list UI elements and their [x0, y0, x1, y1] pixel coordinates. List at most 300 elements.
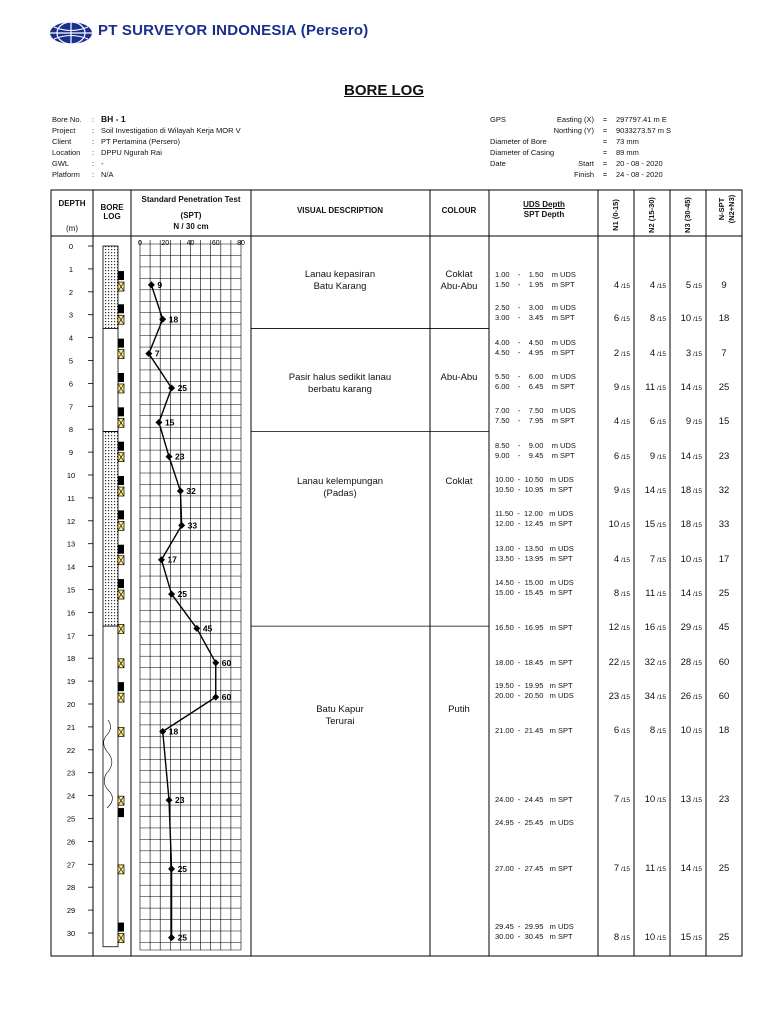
blow-count-unit: /15 — [655, 453, 666, 461]
blow-count-n2 — [636, 863, 666, 874]
blow-count-n3 — [672, 725, 702, 736]
sample-depth-lines — [495, 441, 576, 461]
blow-count-unit: /15 — [691, 694, 702, 702]
n-spt-value: 18 — [718, 725, 730, 737]
uds-sample-marker — [118, 373, 124, 382]
blow-count-unit: /15 — [691, 797, 702, 805]
blow-count-value: 14 — [644, 485, 656, 497]
blow-count-n2 — [636, 725, 666, 736]
layer-1-colour: Coklat Abu-Abu — [440, 269, 478, 292]
blow-count-unit: /15 — [655, 419, 666, 427]
header-uds-depth: UDS Depth — [523, 200, 565, 209]
blow-count-value: 18 — [680, 485, 692, 497]
sample-depth-line: 10.00 - 10.50 m UDS — [495, 475, 574, 485]
blow-count-value: 8 — [613, 931, 620, 943]
depth-label: 19 — [66, 677, 76, 687]
uds-sample-marker — [118, 442, 124, 451]
spt-point — [212, 694, 219, 701]
blow-count-n2 — [636, 932, 666, 943]
blow-count-unit: /15 — [691, 934, 702, 942]
spt-axis-label: 0 — [138, 240, 142, 247]
stratum-pasir-halus — [103, 328, 118, 431]
n-spt-value: 25 — [718, 931, 730, 943]
blow-count-unit: /15 — [619, 865, 630, 873]
blow-count-value: 26 — [680, 691, 692, 703]
blow-count-n2 — [636, 519, 666, 530]
depth-label: 4 — [68, 333, 74, 343]
blow-count-unit: /15 — [655, 625, 666, 633]
blow-count-value: 6 — [613, 725, 620, 737]
table-frame — [51, 190, 742, 956]
blow-count-unit: /15 — [691, 350, 702, 358]
spt-point — [155, 419, 162, 426]
blow-count-unit: /15 — [619, 556, 630, 564]
n-spt-value: 23 — [718, 450, 730, 462]
depth-label: 16 — [66, 608, 76, 618]
blow-count-unit: /15 — [655, 659, 666, 667]
spt-point — [212, 659, 219, 666]
n-spt-value: 15 — [718, 416, 730, 428]
header-depth-unit: (m) — [66, 224, 78, 233]
n-spt-value: 60 — [718, 656, 730, 668]
depth-label: 22 — [66, 745, 76, 755]
header-log: LOG — [103, 212, 121, 221]
blow-count-unit: /15 — [619, 316, 630, 324]
blow-count-n1 — [600, 554, 630, 565]
blow-count-unit: /15 — [691, 453, 702, 461]
blow-count-value: 4 — [613, 553, 620, 565]
blow-count-unit: /15 — [619, 283, 630, 291]
sample-depth-line: 19.50 - 19.95 m SPT — [495, 681, 573, 691]
sample-depth-lines — [495, 658, 573, 668]
sample-depth-line: 24.95 - 25.45 m UDS — [495, 818, 574, 828]
blow-count-unit: /15 — [655, 522, 666, 530]
blow-count-unit: /15 — [619, 934, 630, 942]
blow-count-value: 11 — [645, 381, 656, 393]
blow-count-n2 — [636, 416, 666, 427]
depth-label: 13 — [66, 539, 76, 549]
sample-depth-line: 30.00 - 30.45 m SPT — [495, 931, 573, 941]
header-nspt-formula: (N2+N3) — [727, 194, 736, 224]
blow-count-unit: /15 — [619, 488, 630, 496]
meta-date-start: Date Start = 20 - 08 - 2020 — [490, 159, 663, 168]
spt-point-label: 15 — [164, 417, 175, 428]
blow-count-unit: /15 — [691, 283, 702, 291]
page-title: BORE LOG — [343, 82, 424, 99]
blow-count-value: 7 — [613, 794, 620, 806]
depth-label: 2 — [68, 287, 74, 297]
sample-depth-lines — [495, 270, 576, 290]
spt-point — [148, 281, 155, 288]
blow-count-n1 — [600, 348, 630, 359]
blow-count-n3 — [672, 622, 702, 633]
sample-depth-line: 14.50 - 15.00 m UDS — [495, 578, 574, 588]
header-n3: N3 (30-45) — [683, 197, 692, 233]
blow-count-unit: /15 — [619, 694, 630, 702]
blow-count-value: 32 — [644, 656, 656, 668]
depth-label: 7 — [68, 402, 74, 412]
n-spt-value: 25 — [718, 381, 730, 393]
depth-label: 12 — [66, 516, 76, 526]
blow-count-n2 — [636, 554, 666, 565]
sample-depth-line: 5.50 - 6.00 m UDS — [495, 371, 576, 381]
sample-depth-line: 12.00 - 12.45 m SPT — [495, 519, 573, 529]
blow-count-n2 — [636, 313, 666, 324]
blow-count-unit: /15 — [655, 591, 666, 599]
n-spt-value: 25 — [718, 862, 730, 874]
depth-label: 24 — [66, 791, 76, 801]
depth-label: 26 — [66, 837, 76, 847]
sample-depth-line: 13.00 - 13.50 m UDS — [495, 543, 574, 553]
sample-depth-lines — [495, 623, 573, 633]
stratum-lanau-kelempungan — [103, 431, 118, 626]
meta-bore-no: Bore No. : BH - 1 — [52, 114, 126, 124]
blow-count-n1 — [600, 932, 630, 943]
depth-label: 28 — [66, 883, 76, 893]
blow-count-n2 — [636, 588, 666, 599]
sample-depth-line: 1.00 - 1.50 m UDS — [495, 270, 576, 280]
spt-point-label: 17 — [167, 554, 177, 565]
spt-point — [177, 488, 184, 495]
blow-count-unit: /15 — [691, 384, 702, 392]
sample-depth-lines — [495, 544, 574, 564]
blow-count-n1 — [600, 794, 630, 805]
blow-count-unit: /15 — [619, 659, 630, 667]
blow-count-value: 14 — [680, 588, 692, 600]
blow-count-n1 — [600, 725, 630, 736]
sample-depth-lines — [495, 726, 573, 736]
spt-point-label: 25 — [177, 863, 188, 874]
blow-count-unit: /15 — [619, 797, 630, 805]
uds-sample-marker — [118, 476, 124, 485]
spt-point-label: 7 — [154, 348, 160, 359]
depth-label: 0 — [68, 242, 74, 251]
blow-count-unit: /15 — [655, 934, 666, 942]
blow-count-unit: /15 — [691, 522, 702, 530]
spt-point-label: 32 — [186, 486, 196, 497]
spt-point — [158, 556, 165, 563]
n-spt-value: 25 — [718, 588, 730, 600]
depth-label: 8 — [68, 425, 74, 435]
header-n2: N2 (15-30) — [647, 197, 656, 233]
depth-label: 6 — [68, 379, 74, 389]
meta-date-finish: Finish = 24 - 08 - 2020 — [573, 170, 663, 179]
blow-count-value: 15 — [644, 519, 656, 531]
blow-count-value: 29 — [680, 622, 692, 634]
depth-label: 14 — [66, 562, 76, 572]
blow-count-n2 — [636, 485, 666, 496]
blow-count-value: 34 — [644, 691, 656, 703]
blow-count-n3 — [672, 348, 702, 359]
blow-count-n3 — [672, 451, 702, 462]
blow-count-n1 — [600, 691, 630, 702]
blow-count-n3 — [672, 313, 702, 324]
blow-count-value: 10 — [680, 553, 692, 565]
blow-count-unit: /15 — [691, 488, 702, 496]
sample-depth-lines — [495, 372, 576, 392]
layer-4-description: Batu Kapur Terurai — [316, 704, 364, 727]
blow-count-value: 10 — [644, 931, 656, 943]
blow-count-value: 3 — [685, 347, 692, 359]
depth-label: 25 — [66, 814, 76, 824]
depth-label: 18 — [66, 654, 76, 664]
blow-count-value: 8 — [649, 725, 656, 737]
spt-point-label: 18 — [168, 314, 179, 325]
uds-sample-marker — [118, 808, 124, 817]
blow-count-n1 — [600, 416, 630, 427]
depth-label: 3 — [68, 310, 74, 320]
header-colour: COLOUR — [441, 206, 477, 215]
blow-count-unit: /15 — [619, 522, 630, 530]
layer-3-colour: Coklat — [445, 476, 473, 487]
blow-count-n2 — [636, 451, 666, 462]
uds-sample-marker — [118, 304, 124, 313]
depth-label: 5 — [68, 356, 74, 366]
n-spt-value: 9 — [721, 280, 727, 292]
header-depth: DEPTH — [58, 199, 86, 208]
blow-count-unit: /15 — [655, 728, 666, 736]
sample-depth-lines — [495, 864, 573, 874]
header-spt-depth: SPT Depth — [523, 210, 565, 219]
blow-count-value: 18 — [680, 519, 692, 531]
blow-count-n1 — [600, 382, 630, 393]
uds-sample-marker — [118, 510, 124, 519]
depth-label: 15 — [66, 585, 76, 595]
blow-count-unit: /15 — [691, 625, 702, 633]
blow-count-n2 — [636, 691, 666, 702]
n-spt-value: 32 — [718, 485, 730, 497]
sample-depth-line: 27.00 - 27.45 m SPT — [495, 863, 573, 873]
header-spt-unit: N / 30 cm — [173, 222, 209, 231]
blow-count-value: 10 — [680, 313, 692, 325]
blow-count-value: 4 — [613, 416, 620, 428]
blow-count-unit: /15 — [619, 453, 630, 461]
blow-count-value: 7 — [613, 862, 620, 874]
blow-count-n2 — [636, 794, 666, 805]
meta-diameter-bore: Diameter of Bore = 73 mm — [490, 137, 639, 146]
depth-label: 21 — [66, 722, 76, 732]
depth-label: 17 — [66, 631, 76, 641]
meta-platform: Platform : N/A — [52, 170, 114, 179]
n-spt-value: 7 — [721, 347, 727, 359]
meta-gps-easting: GPS Easting (X) = 297797.41 m E — [490, 115, 667, 124]
depth-label: 10 — [66, 471, 76, 480]
blow-count-unit: /15 — [655, 797, 666, 805]
uds-sample-marker — [118, 407, 124, 416]
blow-count-unit: /15 — [691, 316, 702, 324]
blow-count-value: 22 — [608, 656, 620, 668]
blow-count-unit: /15 — [691, 728, 702, 736]
layer-3-description: Lanau kelempungan (Padas) — [296, 476, 384, 499]
depth-label: 9 — [68, 448, 74, 458]
meta-gwl: GWL : - — [52, 159, 104, 168]
blow-count-n2 — [636, 622, 666, 633]
spt-axis-label: 40 — [186, 240, 195, 247]
blow-count-value: 6 — [613, 450, 620, 462]
blow-count-unit: /15 — [619, 350, 630, 358]
blow-count-n1 — [600, 657, 630, 668]
n-spt-value: 33 — [718, 519, 730, 531]
blow-count-unit: /15 — [619, 728, 630, 736]
blow-count-value: 4 — [649, 347, 656, 359]
blow-count-value: 4 — [649, 280, 656, 292]
blow-count-n1 — [600, 451, 630, 462]
blow-count-value: 11 — [645, 862, 656, 874]
spt-point-label: 9 — [157, 279, 163, 290]
blow-count-value: 2 — [613, 347, 620, 359]
company-name: PT SURVEYOR INDONESIA (Persero) — [98, 22, 369, 39]
meta-client: Client : PT Pertamina (Persero) — [52, 137, 181, 146]
blow-count-value: 14 — [680, 862, 692, 874]
sample-depth-line: 16.50 - 16.95 m SPT — [495, 623, 573, 633]
blow-count-value: 4 — [613, 280, 620, 292]
spt-point — [168, 934, 175, 941]
header-spt: (SPT) — [180, 211, 202, 220]
blow-count-n3 — [672, 280, 702, 291]
spt-point — [178, 522, 185, 529]
blow-count-value: 9 — [613, 485, 620, 497]
blow-count-n2 — [636, 280, 666, 291]
blow-count-unit: /15 — [655, 350, 666, 358]
depth-label: 20 — [66, 700, 76, 709]
sample-depth-line: 4.00 - 4.50 m UDS — [495, 337, 576, 347]
blow-count-value: 14 — [680, 381, 692, 393]
layer-1-description: Lanau kepasiran Batu Karang — [304, 269, 376, 292]
blow-count-n2 — [636, 382, 666, 393]
sample-depth-lines — [495, 922, 574, 942]
layer-2-description: Pasir halus sedikit lanau berbatu karang — [288, 372, 392, 395]
sample-depth-lines — [495, 795, 573, 805]
blow-count-n3 — [672, 691, 702, 702]
blow-count-n3 — [672, 863, 702, 874]
blow-count-n1 — [600, 863, 630, 874]
sample-depth-line: 9.00 - 9.45 m SPT — [495, 450, 575, 460]
sample-depth-lines — [495, 475, 574, 495]
blow-count-value: 9 — [649, 450, 656, 462]
sample-depth-line: 1.50 - 1.95 m SPT — [495, 280, 575, 290]
sample-depth-line: 10.50 - 10.95 m SPT — [495, 485, 573, 495]
blow-count-value: 6 — [649, 416, 656, 428]
blow-count-n2 — [636, 348, 666, 359]
header-nspt: N-SPT — [717, 197, 726, 221]
stratum-lanau-kepasiran — [103, 246, 118, 328]
sample-depth-lines — [495, 818, 574, 828]
blow-count-unit: /15 — [655, 316, 666, 324]
sample-depth-line: 18.00 - 18.45 m SPT — [495, 657, 573, 667]
blow-count-value: 10 — [608, 519, 620, 531]
uds-sample-marker — [118, 271, 124, 280]
sample-depth-line: 21.00 - 21.45 m SPT — [495, 726, 573, 736]
blow-count-unit: /15 — [655, 556, 666, 564]
sample-depth-lines — [495, 509, 573, 529]
blow-count-value: 15 — [680, 931, 692, 943]
blow-count-value: 9 — [613, 381, 620, 393]
blow-count-n3 — [672, 657, 702, 668]
meta-gps-northing: Northing (Y) = 9033273.57 m S — [553, 126, 672, 135]
blow-count-value: 10 — [680, 725, 692, 737]
blow-count-unit: /15 — [691, 865, 702, 873]
blow-count-value: 5 — [685, 280, 692, 292]
spt-axis-label: 80 — [237, 240, 245, 247]
blow-count-value: 8 — [613, 588, 620, 600]
spt-point-label: 25 — [177, 382, 188, 393]
blow-count-unit: /15 — [619, 591, 630, 599]
sample-depth-line: 29.45 - 29.95 m UDS — [495, 921, 574, 931]
spt-point-label: 23 — [175, 451, 185, 462]
blow-count-n3 — [672, 519, 702, 530]
sample-depth-lines — [495, 578, 574, 598]
blow-count-value: 6 — [613, 313, 620, 325]
layer-4-colour: Putih — [448, 704, 470, 715]
blow-count-value: 12 — [608, 622, 620, 634]
blow-count-unit: /15 — [655, 488, 666, 496]
depth-label: 1 — [68, 264, 74, 274]
blow-count-n1 — [600, 485, 630, 496]
spt-point — [168, 865, 175, 872]
sample-depth-line: 24.00 - 24.45 m SPT — [495, 795, 573, 805]
blow-count-value: 9 — [685, 416, 692, 428]
sample-depth-line: 11.50 - 12.00 m UDS — [495, 509, 574, 519]
blow-count-n3 — [672, 485, 702, 496]
spt-point-label: 60 — [221, 657, 232, 668]
blow-count-n3 — [672, 932, 702, 943]
blow-count-value: 11 — [645, 588, 656, 600]
uds-sample-marker — [118, 923, 124, 932]
blow-count-n1 — [600, 622, 630, 633]
sample-depth-line: 15.00 - 15.45 m SPT — [495, 588, 573, 598]
blow-count-value: 8 — [649, 313, 656, 325]
n-spt-value: 45 — [718, 622, 730, 634]
blow-count-value: 14 — [680, 450, 692, 462]
blow-count-n1 — [600, 280, 630, 291]
blow-count-unit: /15 — [619, 384, 630, 392]
blow-count-value: 10 — [644, 794, 656, 806]
sample-depth-line: 6.00 - 6.45 m SPT — [495, 381, 575, 391]
sample-depth-line: 3.00 - 3.45 m SPT — [495, 313, 575, 323]
blow-count-n3 — [672, 794, 702, 805]
sample-depth-line: 13.50 - 13.95 m SPT — [495, 553, 573, 563]
sample-depth-line: 8.50 - 9.00 m UDS — [495, 440, 576, 450]
sample-depth-lines — [495, 303, 576, 323]
spt-point-label: 45 — [202, 623, 213, 634]
sample-depth-line: 7.00 - 7.50 m UDS — [495, 406, 576, 416]
spt-point-label: 25 — [177, 589, 188, 600]
sample-depth-line: 2.50 - 3.00 m UDS — [495, 303, 576, 313]
blow-count-unit: /15 — [691, 419, 702, 427]
sample-depth-line: 20.00 - 20.50 m UDS — [495, 691, 574, 701]
sample-depth-line: 7.50 - 7.95 m SPT — [495, 416, 575, 426]
spt-point-label: 33 — [187, 520, 198, 531]
meta-diameter-casing: Diameter of Casing = 89 mm — [490, 148, 639, 157]
header-visual-description: VISUAL DESCRIPTION — [296, 206, 384, 215]
depth-label: 23 — [66, 768, 76, 778]
header-bore: BORE — [100, 203, 124, 212]
blow-count-unit: /15 — [691, 659, 702, 667]
blow-count-value: 7 — [649, 553, 656, 565]
n-spt-value: 17 — [718, 553, 730, 565]
n-spt-value: 60 — [718, 691, 730, 703]
depth-label: 30 — [66, 929, 76, 938]
blow-count-n2 — [636, 657, 666, 668]
spt-axis-label: 60 — [211, 240, 220, 247]
blow-count-unit: /15 — [655, 694, 666, 702]
sample-depth-line: 4.50 - 4.95 m SPT — [495, 347, 575, 357]
header-spt-title: Standard Penetration Test — [141, 195, 241, 204]
spt-point-label: 25 — [177, 932, 188, 943]
blow-count-unit: /15 — [691, 556, 702, 564]
blow-count-n3 — [672, 382, 702, 393]
spt-point-label: 23 — [175, 795, 185, 806]
